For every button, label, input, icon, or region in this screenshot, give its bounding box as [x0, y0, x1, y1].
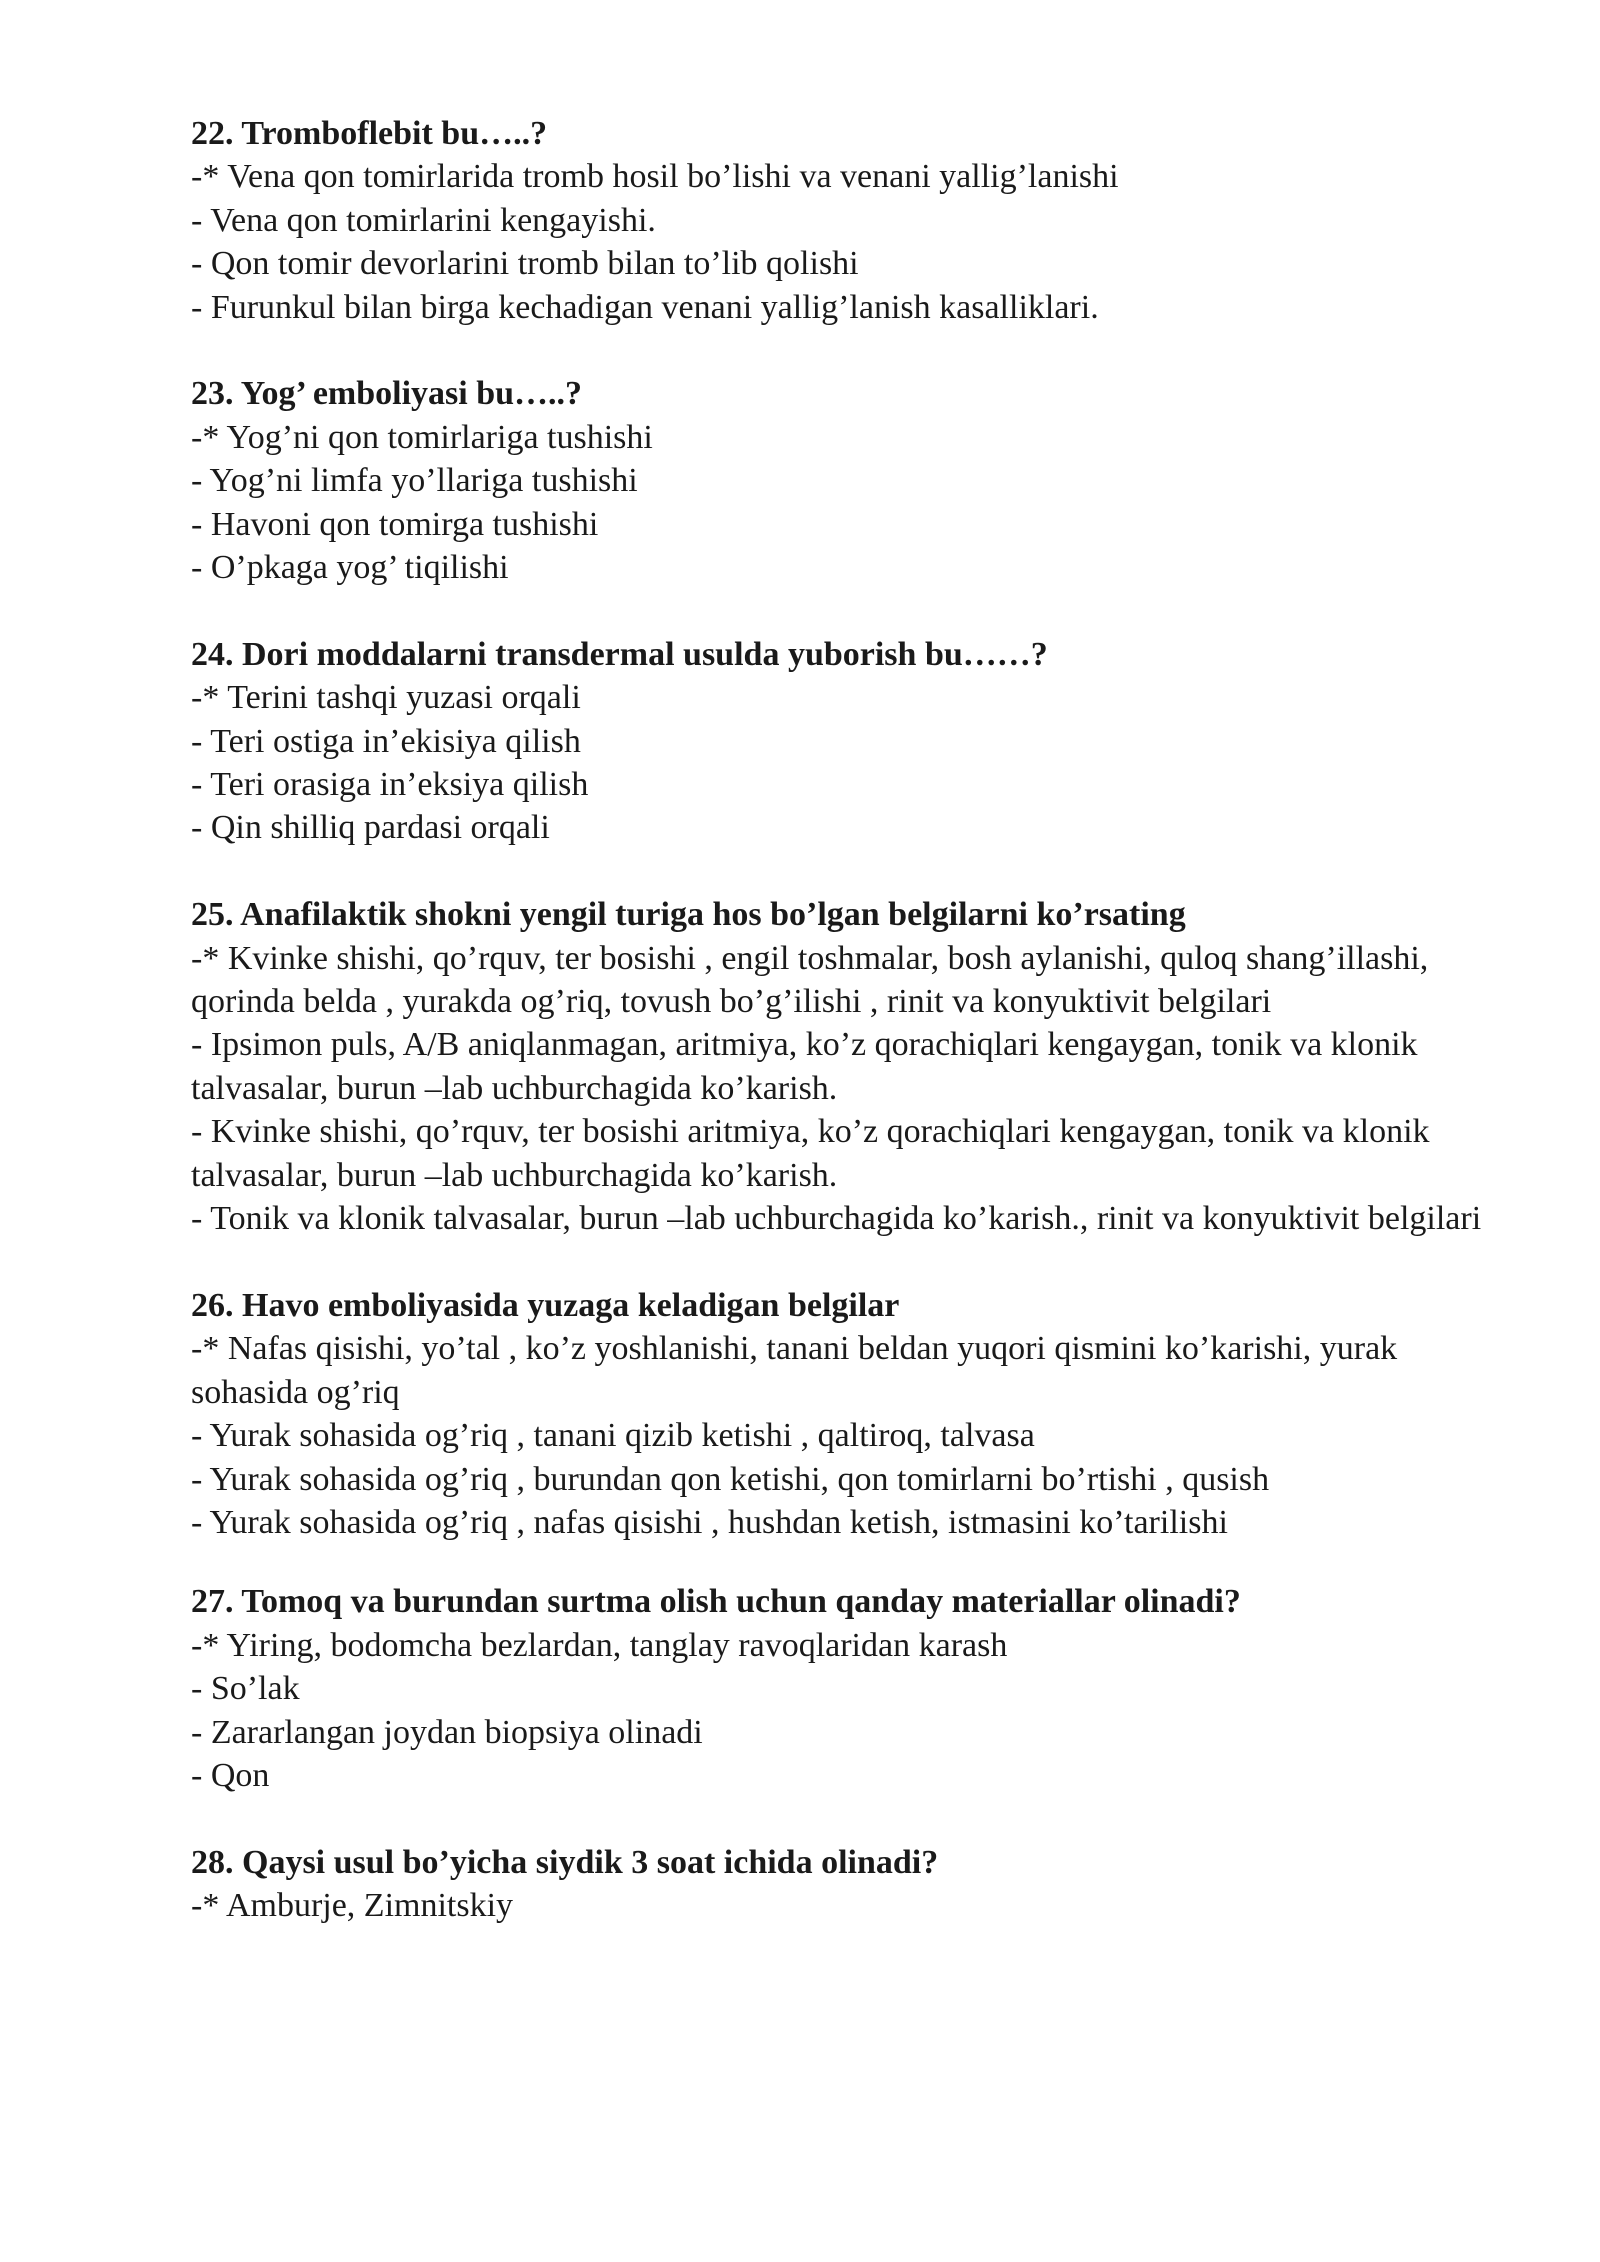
answer-option-correct: -* Amburje, Zimnitskiy — [191, 1887, 514, 1925]
question-27 — [191, 1580, 1521, 1797]
question-title: 24. Dori moddalarni transdermal usulda yuborish bu……? — [191, 635, 1048, 673]
question-24 — [191, 633, 1521, 850]
answer-option: - So’lak — [191, 1670, 300, 1708]
answer-option: - Havoni qon tomirga tushishi — [191, 505, 599, 543]
answer-option: - O’pkaga yog’ tiqilishi — [191, 549, 509, 587]
question-title: 25. Anafilaktik shokni yengil turiga hos bo’lgan belgilarni ko’rsating — [191, 896, 1186, 934]
answer-option: - Yurak sohasida og’riq , burundan qon ketishi, qon tomirlarni bo’rtishi , qusish — [191, 1460, 1270, 1498]
document-page — [191, 112, 1521, 1928]
answer-option-correct: -* Vena qon tomirlarida tromb hosil bo’lishi va venani yallig’lanishi — [191, 158, 1119, 196]
question-22 — [191, 112, 1521, 329]
question-28 — [191, 1841, 1521, 1928]
answer-option: - Yurak sohasida og’riq , tanani qizib ketishi , qaltiroq, talvasa — [191, 1417, 1035, 1455]
answer-option: - Kvinke shishi, qo’rquv, ter bosishi aritmiya, ko’z qorachiqlari kengaygan, tonik va klonik talvasalar, burun –lab uchburchagida ko’karish. — [191, 1113, 1430, 1194]
answer-option: - Furunkul bilan birga kechadigan venani yallig’lanish kasalliklari. — [191, 288, 1099, 326]
answer-option-correct: -* Nafas qisishi, yo’tal , ko’z yoshlanishi, tanani beldan yuqori qismini ko’karishi, yurak sohasida og’riq — [191, 1330, 1398, 1411]
answer-option: - Yog’ni limfa yo’llariga tushishi — [191, 462, 638, 500]
answer-option: - Teri orasiga in’eksiya qilish — [191, 766, 589, 804]
answer-option: - Qin shilliq pardasi orqali — [191, 809, 550, 847]
answer-option: - Zararlangan joydan biopsiya olinadi — [191, 1713, 703, 1751]
answer-option: - Vena qon tomirlarini kengayishi. — [191, 201, 656, 239]
answer-option-correct: -* Yiring, bodomcha bezlardan, tanglay ravoqlaridan karash — [191, 1626, 1008, 1664]
answer-option: - Qon — [191, 1756, 270, 1794]
question-title: 26. Havo emboliyasida yuzaga keladigan belgilar — [191, 1286, 900, 1324]
answer-option: - Teri ostiga in’ekisiya qilish — [191, 722, 581, 760]
question-title: 22. Tromboflebit bu…..? — [191, 115, 548, 152]
answer-option: - Ipsimon puls, A/B aniqlanmagan, aritmiya, ko’z qorachiqlari kengaygan, tonik va klonik talvasalar, burun –lab uchburchagida ko’karish. — [191, 1026, 1418, 1107]
question-23 — [191, 372, 1521, 589]
question-title: 27. Tomoq va burundan surtma olish uchun qanday materiallar olinadi? — [191, 1583, 1241, 1621]
answer-option: - Yurak sohasida og’riq , nafas qisishi , hushdan ketish, istmasini ko’tarilishi — [191, 1503, 1228, 1541]
question-26 — [191, 1284, 1521, 1544]
question-title: 23. Yog’ emboliyasi bu…..? — [191, 375, 583, 413]
answer-option-correct: -* Kvinke shishi, qo’rquv, ter bosishi , engil toshmalar, bosh aylanishi, quloq shang’illashi, qorinda belda , yurakda og’riq, tovush bo’g’ilishi , rinit va konyuktivit belgilari — [191, 939, 1429, 1021]
question-25 — [191, 893, 1521, 1240]
question-title: 28. Qaysi usul bo’yicha siydik 3 soat ichida olinadi? — [191, 1843, 939, 1881]
answer-option-correct: -* Terini tashqi yuzasi orqali — [191, 679, 581, 717]
answer-option-correct: -* Yog’ni qon tomirlariga tushishi — [191, 418, 653, 456]
answer-option: - Tonik va klonik talvasalar, burun –lab uchburchagida ko’karish., rinit va konyuktivit belgilari — [191, 1200, 1482, 1238]
answer-option: - Qon tomir devorlarini tromb bilan to’lib qolishi — [191, 245, 859, 283]
